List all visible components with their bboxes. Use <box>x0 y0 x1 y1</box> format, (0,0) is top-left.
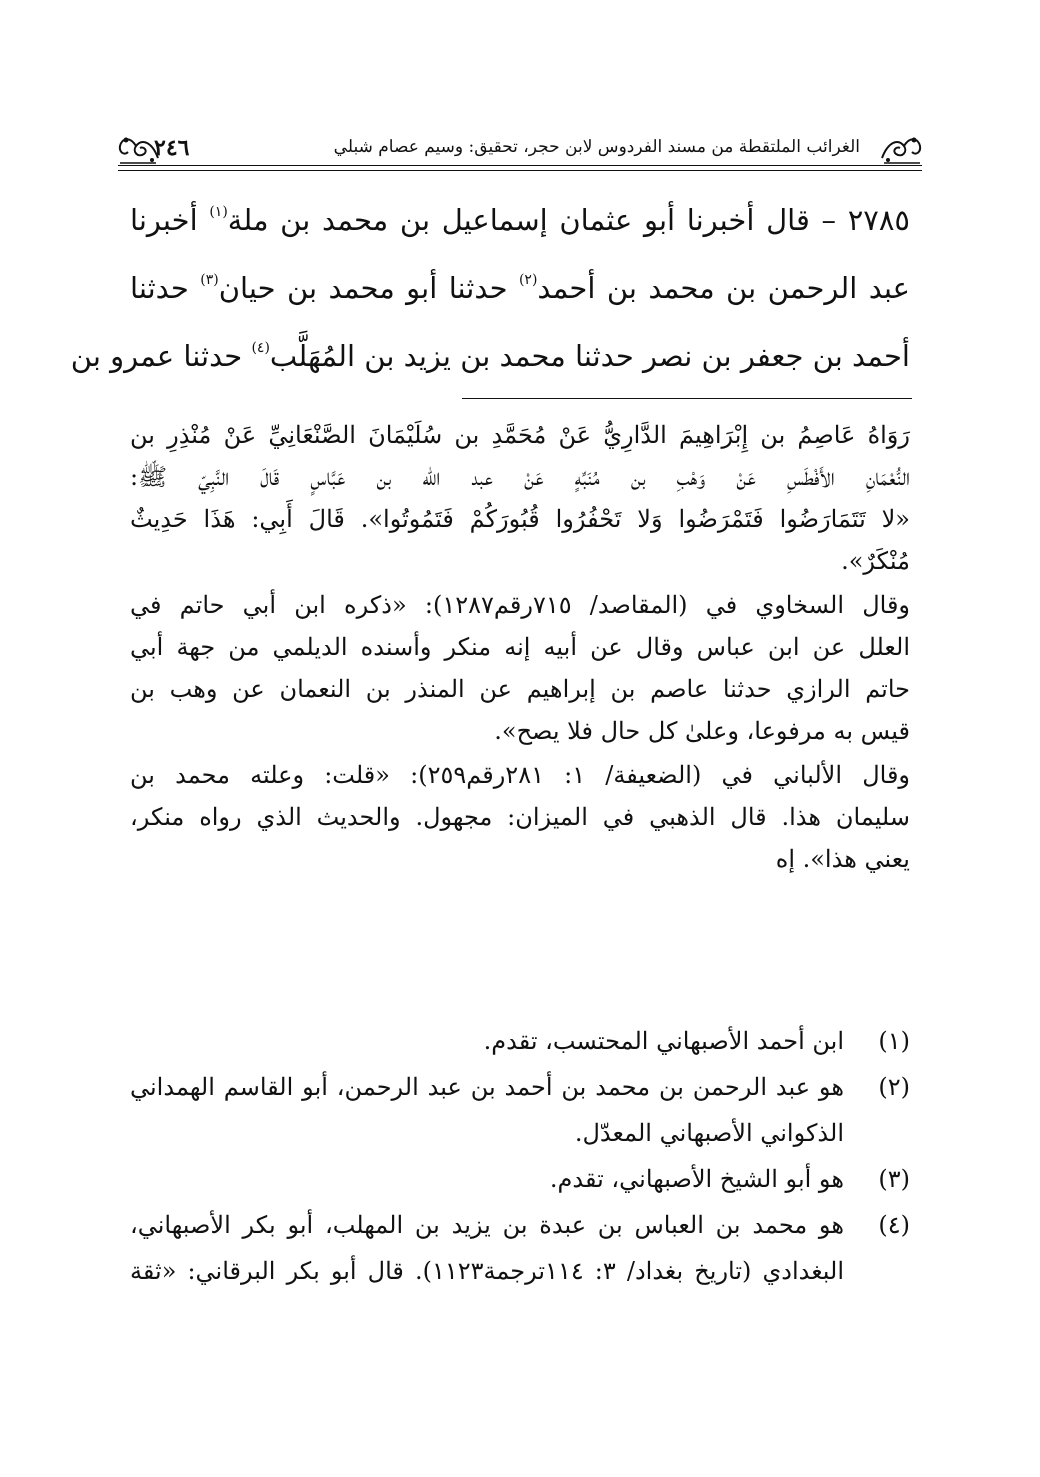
note-line: حاتم الرازي حدثنا عاصم بن إبراهيم عن المنذر بن النعمان عن وهب بن <box>130 675 910 703</box>
note-line: رَوَاهُ عَاصِمُ بن إِبْرَاهِيمَ الدَّارِيُّ عَنْ مُحَمَّدِ بن سُلَيْمَانَ الصَّنْعَانِيِّ عَنْ مُنْذِرِ بن <box>130 421 910 449</box>
notes-section <box>130 414 910 880</box>
note-line: وقال السخاوي في (المقاصد/ ٧١٥رقم١٢٨٧): «ذكره ابن أبي حاتم في <box>130 591 911 619</box>
note-line: «لا تَتَمَارَضُوا فَتَمْرَضُوا وَلا تَحْفُرُوا قُبُورَكُمْ فَتَمُوتُوا». قَالَ أَبِي: هَذَا حَدِيثٌ <box>130 505 910 533</box>
footnote-ref[interactable]: (١) <box>209 204 228 220</box>
running-title: الغرائب الملتقطة من مسند الفردوس لابن حجر، تحقيق: وسيم عصام شبلي <box>333 137 860 157</box>
footnote-item <box>130 1018 910 1064</box>
footnote-item <box>130 1064 910 1156</box>
header-rule <box>118 165 922 166</box>
note-line: يعني هذا». إه <box>775 845 910 873</box>
footnote-line: الذكواني الأصبهاني المعدّل. <box>574 1119 844 1147</box>
header-rule <box>118 170 922 171</box>
note-line: قيس به مرفوعا، وعلىٰ كل حال فلا يصح». <box>494 717 910 745</box>
footnote-item <box>130 1202 910 1294</box>
note-line: العلل عن ابن عباس وقال عن أبيه إنه منكر وأسنده الديلمي من جهة أبي <box>130 633 910 661</box>
note-paragraph <box>130 584 910 752</box>
page-header <box>118 126 922 176</box>
ornament-icon <box>880 132 922 166</box>
note-line: سليمان هذا. قال الذهبي في الميزان: مجهول. والحديث الذي رواه منكر، <box>130 803 910 831</box>
footnotes-section <box>130 1018 910 1294</box>
note-paragraph <box>130 414 910 582</box>
footnote-number: (٣) <box>878 1165 910 1193</box>
footnote-divider <box>462 398 912 399</box>
footnote-ref[interactable]: (٢) <box>518 272 538 288</box>
page-number: ٢٤٦ <box>154 135 190 161</box>
main-text-line: ٢٧٨٥ – قال أخبرنا أبو عثمان إسماعيل بن محمد بن ملة$^{(١)}$ أخبرنا <box>130 203 910 237</box>
footnote-line: هو أبو الشيخ الأصبهاني، تقدم. <box>549 1165 844 1193</box>
footnote-number: (١) <box>878 1027 910 1055</box>
note-line: النُّعْمَانِ الأَفْطَسِ عَنْ وَهْبِ بن مُنَبِّهٍ عَنْ عبد الله بن عَبَّاسٍ قَالَ النَّبِيّ ﷺ: <box>130 463 910 491</box>
footnote-ref[interactable]: (٤) <box>251 340 270 356</box>
footnote-line: البغدادي (تاريخ بغداد/ ٣: ١١٤ترجمة١١٢٣). قال أبو بكر البرقاني: «ثقة <box>130 1257 845 1285</box>
footnote-line: ابن أحمد الأصبهاني المحتسب، تقدم. <box>483 1027 844 1055</box>
footnote-line: هو محمد بن العباس بن عبدة بن يزيد بن المهلب، أبو بكر الأصبهاني، <box>130 1211 844 1239</box>
note-line: مُنْكَرٌ». <box>841 547 910 575</box>
footnote-item <box>130 1156 910 1202</box>
footnote-number: (٤) <box>878 1211 910 1239</box>
footnote-line: هو عبد الرحمن بن محمد بن أحمد بن عبد الرحمن، أبو القاسم الهمداني <box>130 1073 844 1101</box>
main-text <box>70 186 910 390</box>
ornament-icon <box>118 132 160 166</box>
note-line: وقال الألباني في (الضعيفة/ ١: ٢٨١رقم٢٥٩): «قلت: وعلته محمد بن <box>130 761 911 789</box>
note-paragraph <box>130 754 910 880</box>
main-text-line: أحمد بن جعفر بن نصر حدثنا محمد بن يزيد بن المُهَلَّب$^{(٤)}$ حدثنا عمرو بن <box>70 339 910 373</box>
footnote-ref[interactable]: (٣) <box>200 272 219 288</box>
main-text-line: عبد الرحمن بن محمد بن أحمد$^{(٢)}$ حدثنا أبو محمد بن حيان$^{(٣)}$ حدثنا <box>130 271 910 305</box>
footnote-number: (٢) <box>878 1073 910 1101</box>
